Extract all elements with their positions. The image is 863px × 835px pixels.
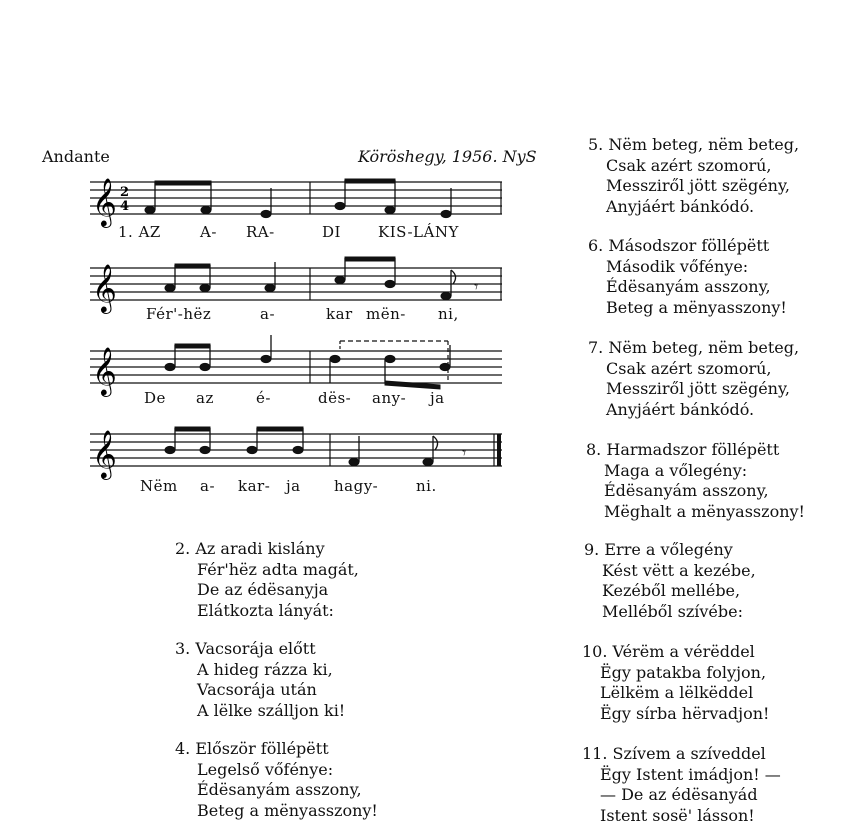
lyric-syllable: KIS-LÁNY	[378, 223, 459, 241]
stanza-11	[582, 744, 781, 826]
lyric-syllable: Nëm	[140, 477, 178, 495]
stanza-9	[584, 540, 756, 622]
lyric-syllable: ni,	[438, 305, 459, 323]
lyric-syllable: Fér'-hëz	[146, 305, 212, 323]
verse-line: Második vőfénye:	[606, 256, 749, 276]
verse-line: Először föllépëtt	[195, 739, 329, 758]
lyric-syllable: ja	[430, 389, 445, 407]
source-attribution: Köröshegy, 1956. NyS	[358, 147, 537, 166]
svg-text:𝄾: 𝄾	[462, 443, 467, 462]
stanza-2	[175, 539, 359, 621]
stanza-number: 3.	[175, 639, 191, 658]
stanza-number: 8.	[586, 440, 602, 459]
verse-line: Nëm beteg, nëm beteg,	[608, 338, 800, 357]
lyric-syllable: az	[196, 389, 214, 407]
lyric-syllable: 1. AZ	[118, 223, 161, 241]
verse-line: Anyjáért bánkódó.	[606, 399, 755, 419]
treble-clef-icon: 𝄞	[92, 263, 117, 312]
verse-line: Istent sosë' lásson!	[600, 805, 755, 825]
music-staff-3	[90, 345, 502, 395]
verse-line: Erre a vőlegény	[604, 540, 733, 559]
lyric-syllable: dës-	[318, 389, 352, 407]
verse-line: A lëlke szálljon ki!	[197, 700, 346, 720]
verse-line: Maga a vőlegény:	[604, 460, 748, 480]
verse-line: Kezéből mellébe,	[602, 581, 741, 600]
lyric-syllable: mën-	[366, 305, 406, 323]
lyric-syllable: kar	[326, 305, 353, 323]
treble-clef-icon: 𝄞	[92, 177, 117, 226]
verse-line: Nëm beteg, nëm beteg,	[608, 135, 800, 154]
verse-line: Beteg a mënyasszony!	[197, 800, 378, 820]
verse-line: Ëgy Istent imádjon! —	[600, 764, 781, 784]
verse-line: Édësanyám asszony,	[604, 481, 769, 500]
stanza-6	[588, 236, 787, 318]
lyric-syllable: é-	[256, 389, 271, 407]
treble-clef-icon: 𝄞	[92, 429, 117, 478]
lyric-syllable: any-	[372, 389, 407, 407]
verse-line: De az édësanyja	[197, 580, 329, 599]
stanza-number: 11.	[582, 744, 608, 763]
stanza-number: 5.	[588, 135, 604, 154]
verse-line: Édësanyám asszony,	[197, 780, 362, 799]
stanza-4	[175, 739, 378, 821]
verse-line: Ëgy patakba folyjon,	[600, 662, 767, 682]
music-staff-1	[90, 176, 502, 226]
treble-clef-icon: 𝄞	[92, 346, 117, 395]
stanza-number: 9.	[584, 540, 600, 559]
music-staff-4	[90, 428, 502, 478]
verse-line: Vacsorája előtt	[195, 639, 316, 658]
verse-line: Elátkozta lányát:	[197, 600, 334, 620]
verse-line: Legelső vőfénye:	[197, 759, 334, 779]
verse-line: Messziről jött szëgény,	[606, 176, 790, 195]
verse-line: Az aradi kislány	[195, 539, 325, 558]
lyric-syllable: RA-	[246, 223, 275, 241]
stanza-3	[175, 639, 345, 721]
lyric-syllable: hagy-	[334, 477, 379, 495]
verse-line: Vérëm a vérëddel	[612, 642, 755, 661]
verse-line: Édësanyám asszony,	[606, 277, 771, 296]
stanza-5	[588, 135, 799, 217]
svg-text:4: 4	[120, 199, 130, 214]
verse-line: Messziről jött szëgény,	[606, 379, 790, 398]
svg-text:2: 2	[120, 185, 130, 200]
lyric-syllable: DI	[322, 223, 341, 241]
verse-line: Mëghalt a mënyasszony!	[604, 501, 805, 521]
verse-line: Harmadszor föllépëtt	[606, 440, 780, 459]
lyric-syllable: a-	[200, 477, 216, 495]
verse-line: Másodszor föllépëtt	[608, 236, 770, 255]
svg-text:𝄾: 𝄾	[474, 277, 479, 296]
lyric-syllable: kar-	[238, 477, 271, 495]
stanza-number: 2.	[175, 539, 191, 558]
verse-line: Csak azért szomorú,	[606, 155, 772, 175]
verse-line: Csak azért szomorú,	[606, 358, 772, 378]
verse-line: Lëlkëm a lëlkëddel	[600, 683, 754, 702]
stanza-number: 4.	[175, 739, 191, 758]
tempo-marking: Andante	[42, 147, 110, 166]
stanza-7	[588, 338, 799, 420]
verse-line: — De az édësanyád	[600, 785, 758, 804]
lyric-syllable: De	[144, 389, 166, 407]
stanza-number: 7.	[588, 338, 604, 357]
verse-line: Ëgy sírba hërvadjon!	[600, 703, 770, 723]
verse-line: Szívem a szíveddel	[612, 744, 766, 763]
stanza-10	[582, 642, 769, 724]
verse-line: Anyjáért bánkódó.	[606, 196, 755, 216]
verse-line: Beteg a mënyasszony!	[606, 297, 787, 317]
verse-line: Fér'hëz adta magát,	[197, 559, 359, 579]
verse-line: Kést vëtt a kezébe,	[602, 560, 756, 580]
stanza-number: 6.	[588, 236, 604, 255]
lyric-syllable: A-	[200, 223, 217, 241]
verse-line: A hideg rázza ki,	[197, 659, 333, 679]
lyric-syllable: ni.	[416, 477, 437, 495]
lyric-syllable: a-	[260, 305, 276, 323]
lyric-syllable: ja	[286, 477, 301, 495]
verse-line: Vacsorája után	[197, 680, 317, 699]
verse-line: Melléből szívébe:	[602, 601, 743, 621]
stanza-number: 10.	[582, 642, 608, 661]
stanza-8	[586, 440, 805, 522]
